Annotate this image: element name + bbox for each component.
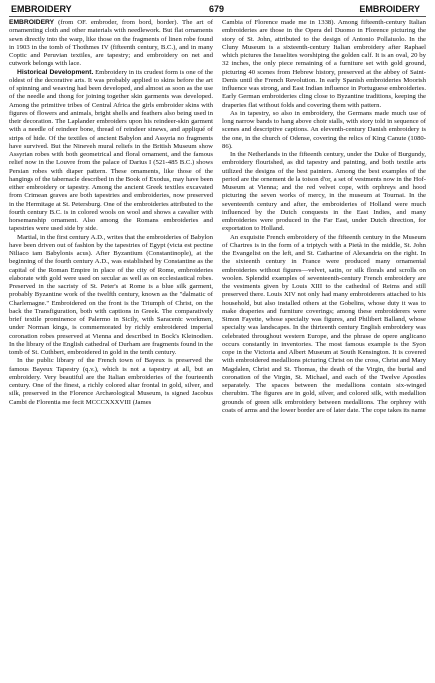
right-column	[222, 19, 426, 415]
entry-intro-paragraph	[9, 19, 213, 69]
german-paragraph: As in tapestry, so also in embroidery, the Germans made much use of long narrow bands to hang above choir stalls, with story told in sequence of scenes and descriptive captions. An eleventh-century Danish embroidery is the one, in the church of Odense, covering the relics of King Canute (1080-86).	[222, 109, 426, 150]
running-header	[9, 3, 426, 17]
history-paragraph	[9, 69, 213, 234]
header-left-word: EMBROIDERY	[11, 4, 72, 14]
section-heading-historical: Historical Development.	[17, 68, 94, 76]
left-column	[9, 19, 213, 415]
two-column-body	[9, 19, 426, 415]
martial-paragraph: Martial, in the first century A.D., writes that the embroideries of Babylon have been driven out of fashion by the tapestries of Egypt (victa est pectine Niliaco iam Babylonis acus). After Byzantium (Constantinople), at the beginning of the fourth century A.D., was established by Constantine as the capital of the Roman Empire in place of the city of Rome, embroideries elaborate with gold were used on secular as well as on ecclesiastical robes. Preserved in the sacristy of St. Peter's at Rome is a blue silk garment, probably Byzantine work of the twelfth century, known as the "dalmatic of Charlemagne." Embroidered on the front is the Triumph of Christ, on the back the Transfiguration, both with captions in Greek. The comparatively brief textile prominence of Palermo in Sicily, with Saracenic workmen, under Norman kings, is commemorated by richly embroidered imperial coronation robes preserved at Vienna and described in Bock's Kleinodien. In the library of the English cathedral of Durham are fragments found in the tomb of St. Cuthbert, embroidered in gold in the tenth century.	[9, 233, 213, 356]
history-text: Embroidery in its crudest form is one of the oldest of the decorative arts. It was probably applied to skins before the art of spinning and weaving had been developed, and almost as soon as the use of the needle and thong for joining together skin garments was developed. Among the primitive tribes of Central Africa the girls embroider skins with figures of flowers and animals, bright shells and feathers also being used in their decoration. The Laplander embroiders upon his reindeer-skin garment with a needle of reindeer bone, thread of reindeer sinews, and appliqué of strips of hide. Of the textiles of ancient Babylon and Assyria no fragments have survived. But the Nineveh mural reliefs in the British Museum show Assyrian robes with both geometrical and floral ornament, and the famous relief now in the Louvre from the palace of Darius I (521-485 B.C.) shows Persian robes with diaper pattern. These ornaments, like those of the hangings of the tabernacle described in the Book of Exodus, may have been either embroidery or tapestry. Among the ancient Greek textiles excavated from Crimean graves are both tapestries and embroideries, now preserved in the Hermitage at St. Petersburg. One of the embroideries attributed to the fourth century B.C. is in colored wools on wool and shows a cavalier with horsemanship ornament. Also among the Romans embroideries and tapestries were used side by side.	[9, 68, 214, 233]
netherlands-paragraph: In the Netherlands in the fifteenth century, under the Duke of Burgundy, embroidery flourished, as did tapestry and painting, and both textile arts utilized the designs of the best painters. Among the best examples of the period are the ornement de la toison d'or, a set of vestments now in the Hof-Museum at Vienna; and the red velvet cope, with orphreys and hood picturing the seven works of mercy, in the museum at Tournai. In the seventeenth century and after, the embroideries of Holland were much influenced by the Dutch conquests in the East Indies, and many embroideries were produced in the Far East, under Dutch direction, for exportation to Holland.	[222, 151, 426, 233]
intro-text: (from OF. embroder, from bord, border). The art of ornamenting cloth and other materials with needlework. But flat ornaments sewn directly into the warp, like those on the fragments of linen robe found in 1903 in the tomb of Thothmes IV (fifteenth century, B.C.), and in many Coptic and Peruvian textiles, are tapestry; and embroidery on net and cutwork belongs with lace.	[9, 19, 213, 68]
header-right-word: EMBROIDERY	[359, 4, 420, 14]
page-number: 679	[209, 4, 225, 14]
entry-headword: EMBROIDERY	[9, 19, 55, 26]
bayeux-paragraph: In the public library of the French town of Bayeux is preserved the famous Bayeux Tapestry (q.v.), which is not a tapestry at all, but an embroidery. Very beautiful are the Italian embroideries of the fourteenth century. One of the finest, a richly colored altar frontal in gold, silver, and silk, preserved in the Florence Archæological Museum, is signed Jacobus Cambi de Florentia me fecit MCCCXXXVIII (James	[9, 357, 213, 406]
french-english-paragraph: An exquisite French embroidery of the fifteenth century in the Museum of Chartres is in the form of a triptych with a Pietà in the middle, St. John the Evangelist on the left, and St. Catharine of Alexandria on the right. In the sixteenth century in France were produced many ornamental embroideries without figures—velvet, satin, or silk florals and scrolls on woolen. Splendid examples of seventeenth-century French embroidery are the vestments given by Louis XIII to the cathedral of Reims and still preserved there. Louis XIV not only had many embroiderers attached to his household, but also installed others at the Gobelins, whose duty it was to make draperies and furniture coverings; among these embroiderers were Simon Fayette, whose specialty was figures, and Philibert Balland, whose specialty was landscapes. In the thirteenth century English embroidery was celebrated throughout western Europe, and the phrase de opere anglicano occurs constantly in inventories. The most famous example is the Syon cope in the Victoria and Albert Museum at South Kensington. It is covered with embroidered medallions picturing Christ on the cross, Christ and Mary Magdalen, Christ and St. Thomas, the death of the Virgin, the burial and coronation of the Virgin, St. Michael, and each of the Twelve Apostles separately. The spaces between the medallions contain six-winged cherubim. The figures are in gold, silver, and colored silk, with medallion grounds of green silk embroidery between medallions. The orphrey with coats of arms and the lower border are of later date. The cope takes its name	[222, 233, 426, 414]
italian-paragraph: Cambia of Florence made me in 1338). Among fifteenth-century Italian embroideries are those in the Opera del Duomo in Florence picturing the story of St. John, attributed to the design of Antonio Pollaiuolo. In the Cluny Museum is a sixteenth-century Italian embroidery after Raphael which pictures the Israelites worshiping the golden calf. It is an oval, 20 by 32 inches, the only piece remaining of a furniture set with gold ground, picturing 40 scenes from Hebrew history, preserved at the abbey of Saint-Denis until the French Revolution. In early Spanish embroideries Moorish influence was strong, and East Indian influence in Portuguese embroideries. Early German embroideries cling close to Byzantine traditions, keeping the draperies flat without folds and covering them with pattern.	[222, 19, 426, 109]
